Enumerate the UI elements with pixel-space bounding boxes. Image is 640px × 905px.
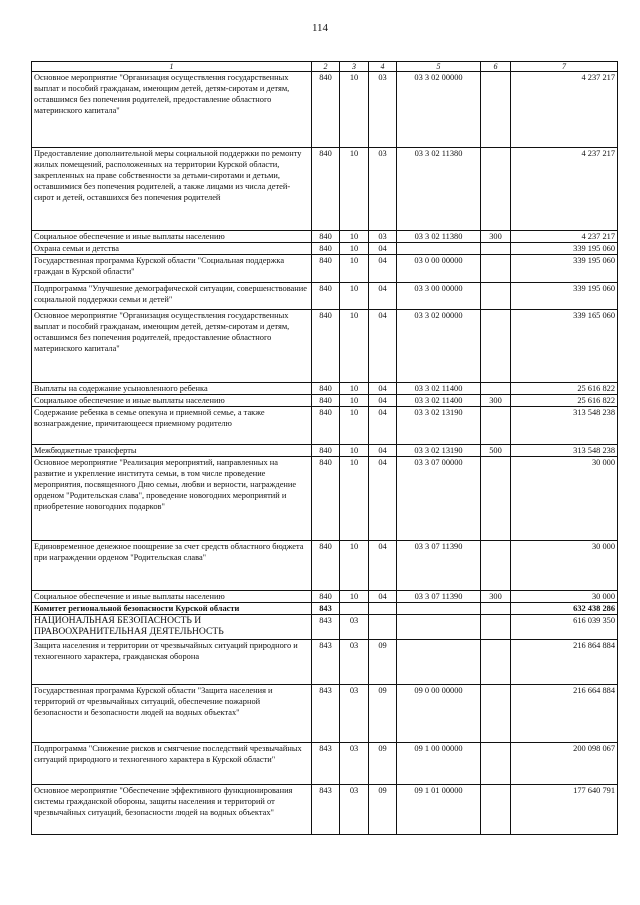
budget-table	[31, 61, 618, 835]
target-article-code: 03 3 02 00000	[397, 310, 481, 383]
row-name: Подпрограмма "Снижение рисков и смягчение последствий чрезвычайных ситуаций природного и техногенного характера в Курской области"	[32, 743, 312, 785]
ministry-code: 843	[312, 743, 340, 785]
amount: 616 039 350	[511, 615, 618, 640]
ministry-code: 840	[312, 243, 340, 255]
table-row	[32, 148, 618, 231]
ministry-code: 843	[312, 615, 340, 640]
table-row	[32, 743, 618, 785]
section-code: 10	[340, 255, 369, 283]
amount: 30 000	[511, 541, 618, 591]
amount: 216 864 884	[511, 640, 618, 685]
table-row	[32, 603, 618, 615]
target-article-code: 03 0 00 00000	[397, 255, 481, 283]
expense-type-code: 300	[481, 591, 511, 603]
ministry-code: 840	[312, 591, 340, 603]
subsection-code: 04	[369, 445, 397, 457]
expense-type-code	[481, 243, 511, 255]
section-code: 10	[340, 148, 369, 231]
section-code: 10	[340, 310, 369, 383]
target-article-code	[397, 243, 481, 255]
target-article-code: 03 3 00 00000	[397, 283, 481, 310]
subsection-code	[369, 603, 397, 615]
row-name: Государственная программа Курской области "Защита населения и территорий от чрезвычайных ситуаций, обеспечение пожарной безопасности и безопасности людей на водных объектах"	[32, 685, 312, 743]
target-article-code: 03 3 07 11390	[397, 541, 481, 591]
expense-type-code	[481, 541, 511, 591]
ministry-code: 840	[312, 231, 340, 243]
target-article-code: 03 3 02 11380	[397, 231, 481, 243]
row-name: Государственная программа Курской области "Социальная поддержка граждан в Курской области"	[32, 255, 312, 283]
table-row	[32, 685, 618, 743]
subsection-code: 03	[369, 231, 397, 243]
row-name: Охрана семьи и детства	[32, 243, 312, 255]
table-row	[32, 243, 618, 255]
table-row	[32, 445, 618, 457]
section-code: 10	[340, 383, 369, 395]
ministry-code: 843	[312, 785, 340, 835]
expense-type-code	[481, 457, 511, 541]
col-header-6: 6	[481, 62, 511, 72]
amount: 25 616 822	[511, 395, 618, 407]
col-header-3: 3	[340, 62, 369, 72]
expense-type-code	[481, 148, 511, 231]
section-code	[340, 603, 369, 615]
subsection-code: 04	[369, 243, 397, 255]
ministry-code: 843	[312, 640, 340, 685]
section-code: 03	[340, 785, 369, 835]
row-name: Межбюджетные трансферты	[32, 445, 312, 457]
expense-type-code	[481, 72, 511, 148]
amount: 339 195 060	[511, 283, 618, 310]
section-code: 10	[340, 395, 369, 407]
subsection-code: 04	[369, 255, 397, 283]
subsection-code: 09	[369, 743, 397, 785]
amount: 313 548 238	[511, 407, 618, 445]
table-row	[32, 310, 618, 383]
amount: 30 000	[511, 591, 618, 603]
target-article-code: 09 0 00 00000	[397, 685, 481, 743]
expense-type-code: 300	[481, 395, 511, 407]
amount: 4 237 217	[511, 148, 618, 231]
target-article-code	[397, 640, 481, 685]
subsection-code	[369, 615, 397, 640]
table-row	[32, 395, 618, 407]
ministry-code: 840	[312, 310, 340, 383]
subsection-code: 03	[369, 148, 397, 231]
table-row	[32, 457, 618, 541]
section-code: 03	[340, 685, 369, 743]
subsection-code: 04	[369, 407, 397, 445]
ministry-code: 840	[312, 283, 340, 310]
table-row	[32, 615, 618, 640]
section-code: 10	[340, 72, 369, 148]
expense-type-code	[481, 615, 511, 640]
row-name: Основное мероприятие "Обеспечение эффективного функционирования системы гражданской обороны, защиты населения и территорий от чрезвычайных ситуаций, безопасности людей на водных объектах"	[32, 785, 312, 835]
ministry-code: 840	[312, 255, 340, 283]
expense-type-code	[481, 383, 511, 395]
amount: 313 548 238	[511, 445, 618, 457]
expense-type-code	[481, 603, 511, 615]
section-code: 03	[340, 615, 369, 640]
expense-type-code	[481, 255, 511, 283]
row-name: Подпрограмма "Улучшение демографической ситуации, совершенствование социальной поддержки семьи и детей"	[32, 283, 312, 310]
row-name: Социальное обеспечение и иные выплаты населению	[32, 231, 312, 243]
ministry-code: 840	[312, 395, 340, 407]
amount: 339 165 060	[511, 310, 618, 383]
amount: 216 664 884	[511, 685, 618, 743]
subsection-code: 09	[369, 685, 397, 743]
amount: 339 195 060	[511, 243, 618, 255]
row-name: НАЦИОНАЛЬНАЯ БЕЗОПАСНОСТЬ И ПРАВООХРАНИТЕЛЬНАЯ ДЕЯТЕЛЬНОСТЬ	[32, 615, 312, 640]
expense-type-code	[481, 310, 511, 383]
target-article-code	[397, 603, 481, 615]
table-row	[32, 231, 618, 243]
expense-type-code	[481, 743, 511, 785]
row-name: Предоставление дополнительной меры социальной поддержки по ремонту жилых помещений, расположенных на территории Курской области, закрепленных на праве собственности за детьми-сиротами и детьми, оставшимися без попечения родителей, а также лицами из числа детей-сирот и детей, оставшихся без попечения родителей	[32, 148, 312, 231]
table-row	[32, 785, 618, 835]
target-article-code: 09 1 00 00000	[397, 743, 481, 785]
row-name: Социальное обеспечение и иные выплаты населению	[32, 591, 312, 603]
amount: 25 616 822	[511, 383, 618, 395]
subsection-code: 03	[369, 72, 397, 148]
row-name: Основное мероприятие "Организация осуществления государственных выплат и пособий гражданам, имеющим детей, детям-сиротам и детям, оставшимся без попечения родителей, предоставление областного материнского капитала"	[32, 72, 312, 148]
expense-type-code: 300	[481, 231, 511, 243]
ministry-code: 840	[312, 541, 340, 591]
table-row	[32, 541, 618, 591]
target-article-code: 03 3 07 00000	[397, 457, 481, 541]
target-article-code: 03 3 02 11380	[397, 148, 481, 231]
table-row	[32, 640, 618, 685]
target-article-code: 03 3 02 13190	[397, 445, 481, 457]
col-header-7: 7	[511, 62, 618, 72]
ministry-code: 843	[312, 685, 340, 743]
col-header-4: 4	[369, 62, 397, 72]
ministry-code: 840	[312, 148, 340, 231]
table-row	[32, 383, 618, 395]
section-code: 10	[340, 231, 369, 243]
ministry-code: 840	[312, 457, 340, 541]
amount: 339 195 060	[511, 255, 618, 283]
target-article-code: 03 3 07 11390	[397, 591, 481, 603]
subsection-code: 04	[369, 383, 397, 395]
table-row	[32, 283, 618, 310]
target-article-code: 03 3 02 11400	[397, 395, 481, 407]
subsection-code: 04	[369, 283, 397, 310]
subsection-code: 04	[369, 310, 397, 383]
row-name: Основное мероприятие "Реализация мероприятий, направленных на развитие и укрепление института семьи, в том числе проведение мероприятия, посвященного Дню семьи, любви и верности, награждение орденом "Родительская слава", проведение новогодних мероприятий и приобретение новогодних подарков"	[32, 457, 312, 541]
col-header-2: 2	[312, 62, 340, 72]
section-code: 03	[340, 743, 369, 785]
subsection-code: 04	[369, 541, 397, 591]
expense-type-code	[481, 640, 511, 685]
row-name: Содержание ребенка в семье опекуна и приемной семье, а также вознаграждение, причитающееся приемному родителю	[32, 407, 312, 445]
section-code: 10	[340, 457, 369, 541]
row-name: Социальное обеспечение и иные выплаты населению	[32, 395, 312, 407]
target-article-code	[397, 615, 481, 640]
ministry-code: 840	[312, 407, 340, 445]
section-code: 10	[340, 591, 369, 603]
ministry-code: 840	[312, 383, 340, 395]
amount: 30 000	[511, 457, 618, 541]
table-row	[32, 591, 618, 603]
row-name: Комитет региональной безопасности Курской области	[32, 603, 312, 615]
row-name: Основное мероприятие "Организация осуществления государственных выплат и пособий гражданам, имеющим детей, детям-сиротам и детям, оставшимся без попечения родителей, предоставление областного материнского капитала"	[32, 310, 312, 383]
ministry-code: 840	[312, 445, 340, 457]
section-code: 10	[340, 283, 369, 310]
subsection-code: 04	[369, 457, 397, 541]
subsection-code: 04	[369, 395, 397, 407]
row-name: Единовременное денежное поощрение за счет средств областного бюджета при награждении орденом "Родительская слава"	[32, 541, 312, 591]
column-numbers-row	[32, 62, 618, 72]
amount: 200 098 067	[511, 743, 618, 785]
row-name: Защита населения и территории от чрезвычайных ситуаций природного и техногенного характера, гражданская оборона	[32, 640, 312, 685]
page-number: 114	[311, 22, 329, 34]
target-article-code: 03 3 02 00000	[397, 72, 481, 148]
amount: 177 640 791	[511, 785, 618, 835]
col-header-1: 1	[32, 62, 312, 72]
row-name: Выплаты на содержание усыновленного ребенка	[32, 383, 312, 395]
target-article-code: 09 1 01 00000	[397, 785, 481, 835]
amount: 4 237 217	[511, 231, 618, 243]
expense-type-code	[481, 785, 511, 835]
amount: 4 237 217	[511, 72, 618, 148]
target-article-code: 03 3 02 13190	[397, 407, 481, 445]
target-article-code: 03 3 02 11400	[397, 383, 481, 395]
ministry-code: 840	[312, 72, 340, 148]
section-code: 10	[340, 407, 369, 445]
table-row	[32, 72, 618, 148]
expense-type-code	[481, 407, 511, 445]
section-code: 10	[340, 243, 369, 255]
expense-type-code	[481, 283, 511, 310]
table-row	[32, 255, 618, 283]
amount: 632 438 286	[511, 603, 618, 615]
table-row	[32, 407, 618, 445]
section-code: 10	[340, 541, 369, 591]
expense-type-code: 500	[481, 445, 511, 457]
col-header-5: 5	[397, 62, 481, 72]
expense-type-code	[481, 685, 511, 743]
subsection-code: 04	[369, 591, 397, 603]
subsection-code: 09	[369, 785, 397, 835]
ministry-code: 843	[312, 603, 340, 615]
section-code: 03	[340, 640, 369, 685]
subsection-code: 09	[369, 640, 397, 685]
section-code: 10	[340, 445, 369, 457]
